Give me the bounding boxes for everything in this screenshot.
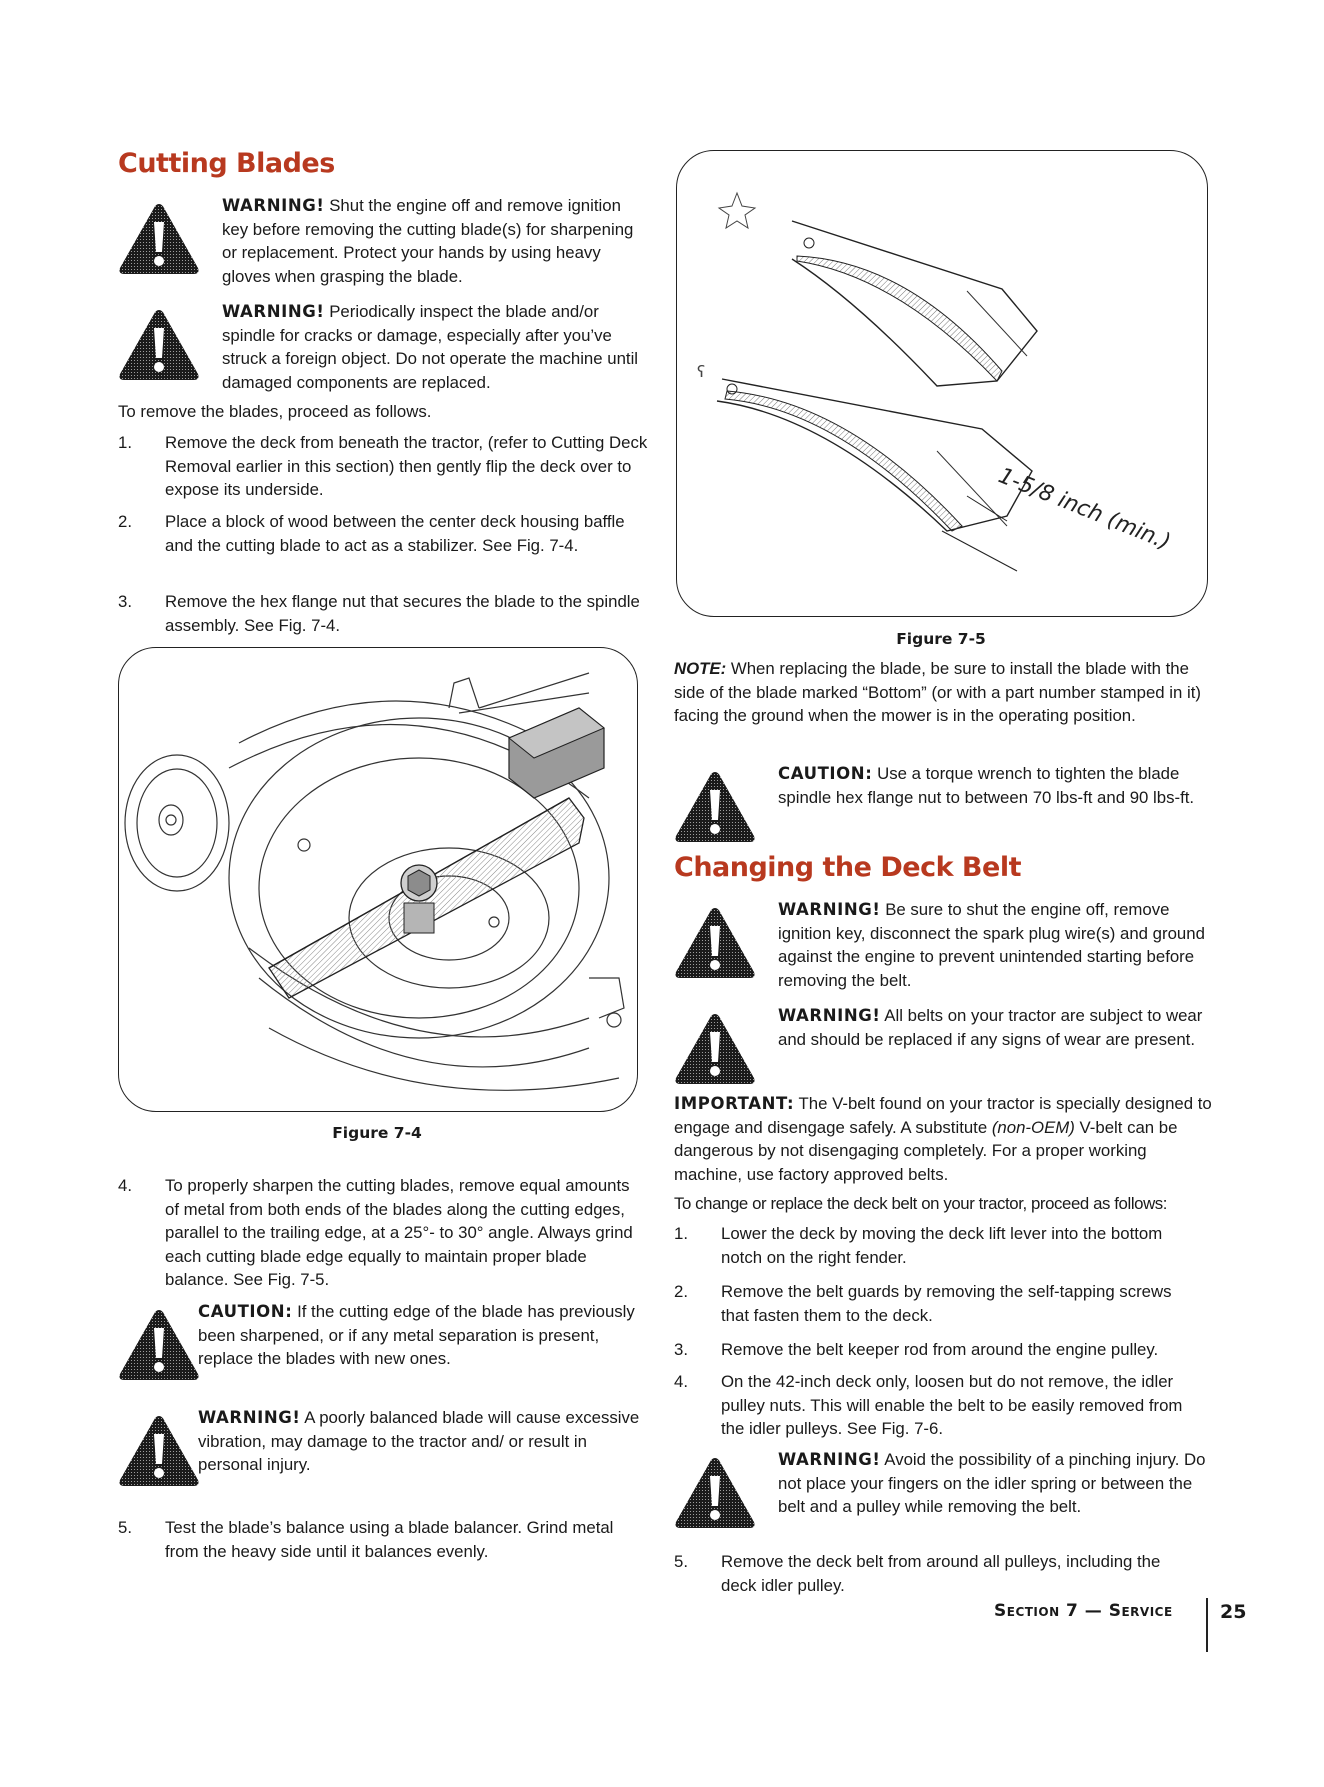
warning-block-2 <box>118 300 648 394</box>
blade-minimum-width-label: 1-5/8 inch (min.) <box>994 463 1174 556</box>
warning-block-6 <box>674 1448 1214 1542</box>
figure-7-5-caption: Figure 7-5 <box>896 630 986 648</box>
cutting-blades-heading: Cutting Blades <box>118 148 335 179</box>
warning-text-5: WARNING! All belts on your tractor are subject to wear and should be replaced if any signs of wear are present. <box>778 1006 1203 1049</box>
changing-deck-belt-heading: Changing the Deck Belt <box>674 852 1021 883</box>
warning-text-1: WARNING! Shut the engine off and remove ignition key before removing the cutting blade(s) for sharpening or replacement. Protect your hands by using heavy gloves when grasping the blade. <box>222 196 634 286</box>
warning-text-3: WARNING! A poorly balanced blade will cause excessive vibration, may damage to the tractor and/ or result in personal injury. <box>198 1408 640 1474</box>
blade-sharpening-illustration <box>677 151 1207 616</box>
svg-text:ʕ: ʕ <box>697 362 706 381</box>
caution-text-1: CAUTION: If the cutting edge of the blade has previously been sharpened, or if any metal separation is present, replace the blades with new ones. <box>198 1302 635 1368</box>
deck-underside-illustration <box>119 648 637 1111</box>
caution-block-1 <box>118 1300 648 1394</box>
warning-icon <box>674 770 756 844</box>
warning-icon <box>118 308 200 382</box>
important-paragraph: IMPORTANT: The V-belt found on your tractor is specially designed to engage and disengage safely. A substitute (non-OEM) V-belt can be dangerous by not disengaging completely. For a proper working machine, use factory approved belts. <box>674 1094 1212 1184</box>
warning-block-5 <box>674 1004 1214 1084</box>
intro-text: To remove the blades, proceed as follows. <box>118 402 432 421</box>
deck-belt-intro: To change or replace the deck belt on your tractor, proceed as follows: <box>674 1194 1168 1213</box>
left-column: Cutting Blades WARNING! Shut the engine off and remove ignition key before removing the cutting blade(s) for sharpening or replacement. Protect your hands by using heavy gloves when grasping the blade. WARNING! Periodically inspect the blade and/or spindle for cracks or damage, especially after you’ve struck a foreign object. Do not operate the machine until damaged components are replaced. To remove the blades, proceed as follows. 1. Remove the deck from beneath the tractor, (refer to Cutting Deck Removal earlier in this section) then gently flip the deck over to expose its underside. 2. Place a block of wood between the center deck housing baffle and the cutting blade to act as a stabilizer. See Fig. 7-4. 3. Remove the hex flange nut that secures the blade to the spindle assembly. See Fig. 7-4. Figure 7-4 4. To properly sharpen the cutting blades, remove equal amounts of metal from both ends of the blades along the cutting edges, parallel to the trailing edge, at a 25°- to 30° angle. Always grind each cutting blade edge equally to maintain proper blade balance. See Fig. 7-5. CAUTION: If the cutting edge of the blade has previously been sharpened, or if any metal separation is present, replace the blades with new ones. WARNING! A poorly balanced blade will cause excessive vibration, may damage to the tractor and/ or result in personal injury. 5. Test the blade’s balance using a blade balancer. Grind metal from the heavy side until it balances evenly. <box>118 148 648 1561</box>
warning-icon <box>674 1456 756 1530</box>
warning-icon <box>118 202 200 276</box>
warning-block-4 <box>674 898 1214 992</box>
figure-7-4-caption: Figure 7-4 <box>332 1124 422 1142</box>
footer-section: Section 7 — Service <box>994 1601 1173 1621</box>
caution-block-2 <box>674 762 1214 856</box>
warning-icon <box>674 906 756 980</box>
warning-text-2: WARNING! Periodically inspect the blade and/or spindle for cracks or damage, especially after you’ve struck a foreign object. Do not operate the machine until damaged components are replaced. <box>222 302 639 392</box>
right-column: ʕ 1-5/8 inch (min.) Figure 7-5 NOTE: When replacing the blade, be sure to install the blade with the side of the blade marked “Bottom” (or with a part number stamped in it) facing the ground when the mower is in the operating position. CAUTION: Use a torque wrench to tighten the blade spindle hex flange nut to between 70 lbs-ft and 90 lbs-ft. Changing the Deck Belt WARNING! Be sure to shut the engine off, remove ignition key, disconnect the spark plug wire(s) and ground against the engine to prevent unintended starting before removing the belt. WARNING! All belts on your tractor are subject to wear and should be replaced if any signs of wear are present. IMPORTANT: The V-belt found on your tractor is specially designed to engage and disengage safely. A substitute (non-OEM) V-belt can be dangerous by not disengaging completely. For a proper working machine, use factory approved belts. To change or replace the deck belt on your tractor, proceed as follows: 1. Lower the deck by moving the deck lift lever into the bottom notch on the right fender. 2. Remove the belt guards by removing the self-tapping screws that fasten them to the deck. 3. Remove the belt keeper rod from around the engine pulley. 4. On the 42-inch deck only, loosen but do not remove, the idler pulley nuts. This will enable the belt to be easily removed from the idler pulleys. See Fig. 7-6. WARNING! Avoid the possibility of a pinching injury. Do not place your fingers on the idler spring or between the belt and a pulley while removing the belt. 5. Remove the deck belt from around all pulleys, including the deck idler pulley. <box>674 0 1214 1600</box>
warning-text-6: WARNING! Avoid the possibility of a pinching injury. Do not place your fingers on the idler spring or between the belt and a pulley while removing the belt. <box>778 1450 1206 1516</box>
caution-text-2: CAUTION: Use a torque wrench to tighten the blade spindle hex flange nut to between 70 lbs-ft and 90 lbs-ft. <box>778 764 1195 807</box>
warning-icon <box>118 1308 200 1382</box>
warning-block-1 <box>118 194 648 288</box>
page-number: 25 <box>1220 1601 1247 1623</box>
note-paragraph: NOTE: When replacing the blade, be sure to install the blade with the side of the blade marked “Bottom” (or with a part number stamped in it) facing the ground when the mower is in the operating position. <box>674 659 1201 725</box>
figure-7-4 <box>118 647 638 1112</box>
warning-icon <box>118 1414 200 1488</box>
figure-7-5 <box>676 150 1208 617</box>
warning-block-3 <box>118 1406 648 1500</box>
warning-icon <box>674 1012 756 1086</box>
warning-text-4: WARNING! Be sure to shut the engine off, remove ignition key, disconnect the spark plug wire(s) and ground against the engine to prevent unintended starting before removing the belt. <box>778 900 1205 990</box>
footer-divider <box>1206 1598 1208 1652</box>
